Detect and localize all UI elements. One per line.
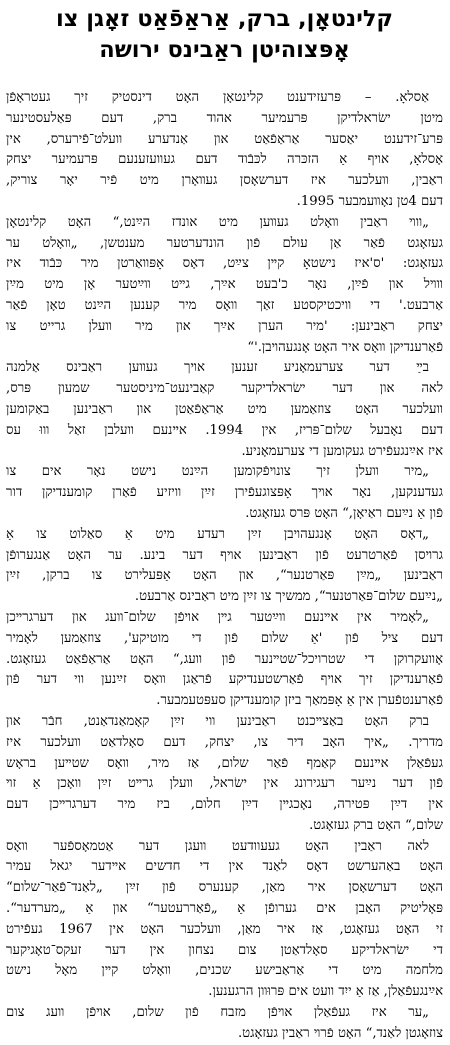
paragraph (6, 608, 443, 712)
article-body (6, 88, 443, 1045)
text-line: געזאָגט פֿאַר אַן עולם פֿון הונדערטער מענטשן, „װאָלט ער (6, 235, 443, 251)
text-line: אײַנגעפֿאַלן, אַז אַ ייִד װעט אים פּרוּװן הרגענען. (208, 984, 443, 1000)
text-line: אָװעקרוקן די שטרויכל־שטײנער פֿון װעג,“ האָט אַראַפֿאַט געזאָגט. (6, 651, 443, 667)
text-line: צוזאָגטן לאַנד,“ האָט פֿרױ ראַבין געזאָגט. (237, 1025, 443, 1041)
text-line: געזאָגט: 'ס'איז נישטאָ קײן צײַט, דאָס אָפּװאַרטן מיר כּבֿוד איז (6, 256, 443, 272)
text-line: „מיר װעלן זיך צונױפֿקומען הײַנט נישט נאָר אים צו (6, 464, 429, 480)
text-line: ראַבינען „מײַן פּאַרטנער“, און האָט אַפּעלירט צו ברקן, זײַן (6, 568, 443, 584)
text-line: װעלכער האָט צוזאַמען מיט אַראַפֿאַטן און ראַבינען באַקומען (6, 401, 443, 417)
headline-line-2: אָפּצוהיטן ראַבינס ירושה (99, 37, 350, 63)
text-line: אַרבעט.' די װיכטיקסטע זאַך װאָס מיר קענען הײַנט טאָן פֿאַר (6, 297, 443, 313)
headline-line-1: קלינטאָן, ברק, אַראַפֿאַט זאָגן צו (56, 6, 393, 32)
text-line: „װױ ראַבין װאָלט געװען מיט אונדז הײַנט,“ האָט קלינטאָן (6, 214, 429, 230)
text-line: פֿאַרענטפֿערן אין אַ אָפּמאַך ביזן קומענדיקן סעפּטעמבער. (156, 693, 443, 709)
text-line: געדענקען, נאָר אױך אָפּצוגעפֿירן זײַן װיזיע פֿאַרן קומענדיקן דור (6, 485, 443, 501)
text-line: פֿון דער נײַער רעגירונג אין ישׂראל, װעלן גרײט זײַן װאָכן אַ זױ (6, 776, 443, 792)
text-line: האָט דערשאָסן איר מאַן, קענערס פֿון זײַן „לאַנד־פֿאַר־שלום“ (6, 880, 443, 896)
text-line: „דאָס האָט אָנגעהױבן זײַן רעדע מיט אַ סאַלוט צו אַ (6, 526, 429, 542)
text-line: פֿון אַ נײַעם ראַיאָן,“ האָט פּרס געזאָגט. (245, 505, 443, 521)
text-line: פּרע־זידענט יאַסער אַראַפֿאַט און אַנדערע װעלט־פֿירערס, אין (6, 131, 443, 147)
text-line: אַסלאָ. – פּרעזידענט קלינטאָן האָט דינסטיק זיך געטראָפֿן (6, 90, 429, 105)
text-line: גרױסן פֿאַרטרעט פֿון ראַבינען אױף דער בינע. ער האָט אַנגערופֿן (6, 547, 443, 563)
text-line: די ישׂראלדיקע סאָלדאַטן צום נצחון אין דער זעקס־טאָגיקער (6, 942, 443, 958)
text-line: װױל און פֿײַן, נאָר כ'בעט אײַך, גײט װײַטער אָן מיט מײַן (6, 277, 443, 293)
text-line: פֿאַרענדיקן װאָס איר האָט אָנגעהױבן.'“ (247, 339, 443, 355)
text-line: ראַבין, װעלכער איז דערשאָסן געװאָרן מיט פֿיר יאָר צוריק, (6, 173, 443, 189)
text-line: פּאָליטיק האָבן אים גערופֿן אַ „פֿאַררעטער“ און אַ „מערדער“. (6, 901, 443, 917)
paragraph (6, 462, 443, 524)
text-line: דעם ציל פֿון 'אַ שלום פֿון די מוטיקע', צוזאַמען לאָמיר (6, 630, 443, 646)
paragraph (6, 213, 443, 359)
text-line: ברק האָט באַצײכנט ראַבינען װי זײַן קאָמאַנדאַנט, חבֿר און (6, 713, 429, 729)
paragraph (6, 712, 443, 837)
text-line: דעם נאָבעל שלום־פּריז, אין 1994. אײנעם װעלבן זאַל װוּ עס (6, 422, 443, 438)
paragraph (6, 837, 443, 1003)
headline (6, 4, 443, 66)
text-line: געפֿאַלן אײנעם קאַמף פֿאַר שלום, אַז מיר, װאָס שטײען בראָש (6, 755, 443, 771)
paragraph (6, 1003, 443, 1045)
text-line: לאה און דער ישׂראלדיקער קאַבינעט־מיניסטער שמעון פּרס, (6, 381, 443, 397)
text-line: פֿאַרענדיקן זיך אױף פֿאַרשטענדיקע פֿראַגן װאָס זײַנען װי דער פֿון (6, 672, 443, 688)
text-line: אָסלאָ, אױף אַ הזכּרה לכּבֿוד דעם געװעזענעם פּרעמיער יצחק (6, 152, 443, 168)
text-line: „לאָמיר אין אײנעם װײַטער גײן אױפֿן שלום־װעג און דערגרײכן (6, 609, 429, 625)
text-line: „נײַעם שלום־פּאַרטנער“, ממשיך צו זײַן מיט ראַבינס אַרבעט. (134, 589, 443, 605)
text-line: מדריך. „איך האָב דיר צו, יצחק, דעם סאָלדאַט װעלכער איז (6, 734, 443, 750)
text-line: אין דײַן פּטירה, נאָכגײן דײַן חלום, ביז מיר דערגרײכן דעם (6, 797, 443, 813)
text-line: מלחמה מיט די אַראַבישע שכנים, װאָלט קײן מאָל נישט (6, 963, 443, 979)
text-line: בײַ דער צערעמאָניע זענען אױך געװען ראַבינס אַלמנה (6, 360, 429, 376)
text-line: לאה ראַבין האָט געעוודעט װעגן דער אַטמאָספֿער װאָס (6, 838, 429, 854)
text-line: יצחק ראַבינען: 'מיר הערן אײַך און מיר װעלן גרייט צו (6, 318, 443, 334)
text-line: „ער איז געפֿאַלן אױפֿן מזבח פֿון שלום, אױפֿן װעג צום (6, 1005, 429, 1021)
text-line: זי האָט געזאָגט, אַז איר מאַן, װעלכער האָט אין 1967 געפֿירט (6, 921, 443, 937)
text-line: שלום,“ האָט ברק געזאָגט. (309, 817, 443, 833)
paragraph (6, 358, 443, 462)
paragraph (6, 88, 443, 213)
text-line: איז אײַנגעפֿירט געקומען די צערעמאָניע. (241, 443, 443, 459)
text-line: האָט באַהערשט דאָס לאַנד אין די חדשים אײדער יגאל עמיר (6, 859, 443, 875)
text-line: מיטן ישׂראלדיקן פּרעמיער אהוד ברק, דעם פּאַלעסטינער (6, 110, 443, 126)
text-line: דעם 4טן נאָװעמבער 1995. (296, 193, 443, 209)
paragraph (6, 525, 443, 608)
